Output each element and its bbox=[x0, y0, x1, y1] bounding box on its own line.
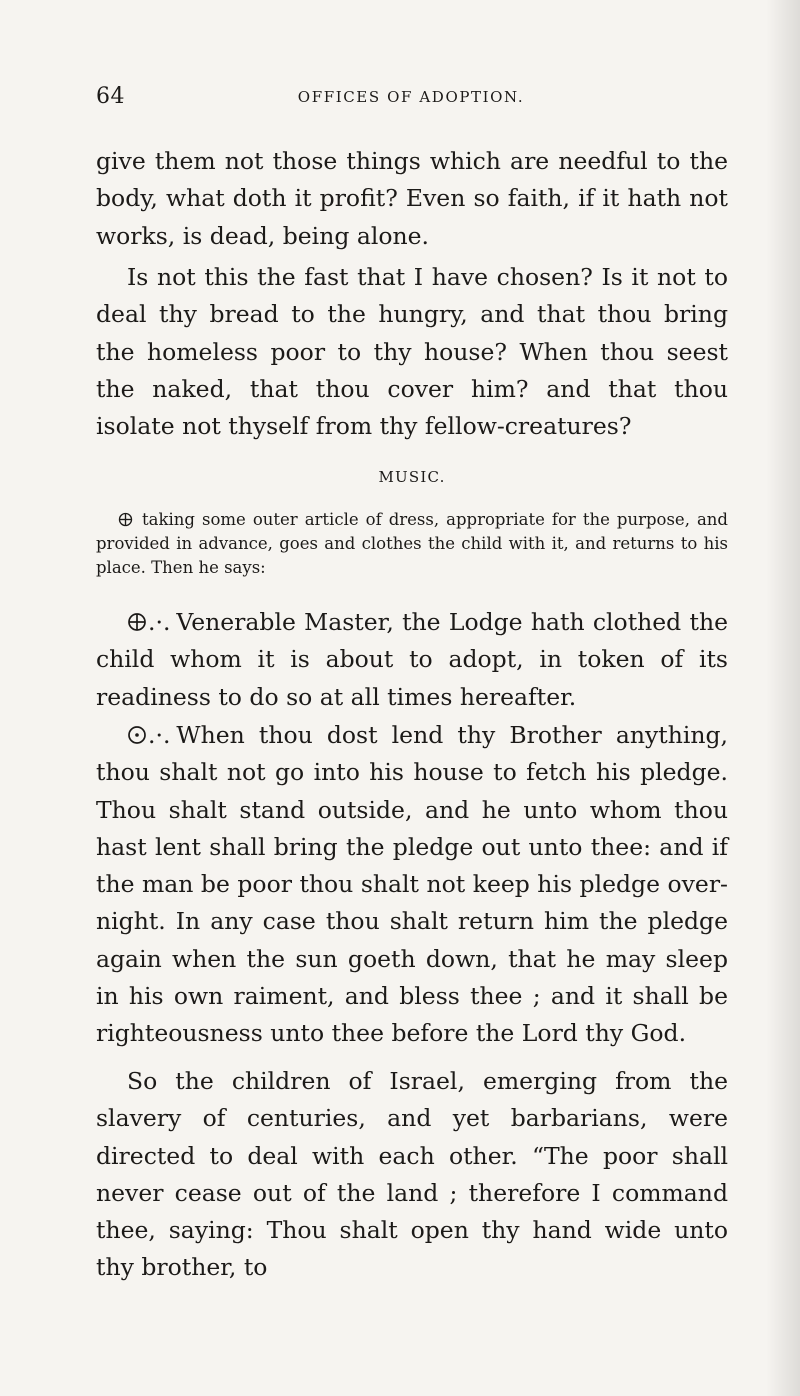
page-number: 64 bbox=[96, 84, 125, 109]
page-gutter-shadow bbox=[766, 0, 800, 1396]
circle-cross-icon bbox=[127, 612, 147, 632]
paragraph-1: give them not those things which are needful to the body, what doth it profit? Even so faith, if it hath not works, is dead, being alone. bbox=[96, 147, 728, 250]
circle-dot-icon bbox=[127, 725, 147, 745]
circle-cross-icon bbox=[118, 512, 133, 527]
paragraph-4 bbox=[96, 717, 728, 1053]
paragraph-2: Is not this the fast that I have chosen? Is it not to deal thy bread to the hungry, and that thou bring the homeless poor to thy house? When thou seest the naked, that thou cover him? and that thou isolate not thyself from thy fellow-creatures? bbox=[96, 263, 728, 441]
paragraph-4-text: When thou dost lend thy Brother anything, thou shalt not go into his house to fetch his pledge. Thou shalt stand outside, and he unto whom thou hast lent shall bring the pledge out unto thee: and if the man be poor thou shalt not keep his pledge over-night. In any case thou shalt return him the pledge again when the sun goeth down, that he may sleep in his own raiment, and bless thee ; and it shall be righteousness unto thee before the Lord thy God. bbox=[96, 721, 728, 1048]
triple-dot-marker: .·. bbox=[148, 721, 171, 749]
rubric-text: taking some outer article of dress, appropriate for the purpose, and provided in advance, goes and clothes the child with it, and returns to his place. Then he says: bbox=[96, 510, 728, 577]
paragraph-5: So the children of Israel, emerging from the slavery of centuries, and yet barbarians, were directed to deal with each other. “The poor shall never cease out of the land ; therefore I command thee, saying: Thou shalt open thy hand wide unto thy brother, to bbox=[96, 1067, 728, 1282]
paragraph-3 bbox=[96, 604, 728, 716]
page-header bbox=[96, 84, 726, 114]
rubric-paragraph bbox=[96, 508, 728, 580]
running-head: OFFICES OF ADOPTION. bbox=[297, 88, 525, 106]
paragraph-3-text: Venerable Master, the Lodge hath clothed the child whom it is about to adopt, in token of its readiness to do so at all times hereafter. bbox=[96, 608, 728, 711]
section-heading: MUSIC. bbox=[378, 468, 446, 486]
triple-dot-marker: .·. bbox=[148, 608, 171, 636]
